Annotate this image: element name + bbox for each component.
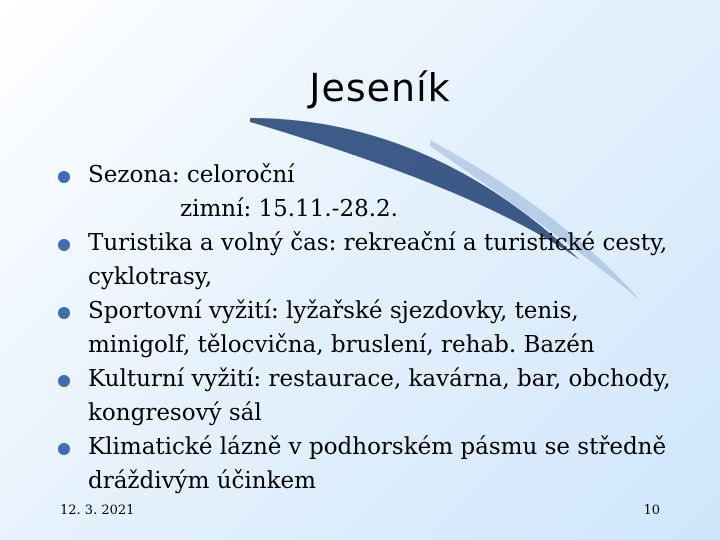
bullet-marker-icon xyxy=(58,375,70,387)
bullet-marker-icon xyxy=(58,171,70,183)
bullet-item xyxy=(58,294,678,362)
slide-title: Jeseník xyxy=(309,66,451,110)
bullet-marker-icon xyxy=(58,239,70,251)
bullet-item xyxy=(58,430,678,498)
bullet-line: Turistika a volný čas: rekreační a turistické cesty, xyxy=(88,230,668,256)
bullet-line: zimní: 15.11.-28.2. xyxy=(180,196,398,222)
bullet-line: kongresový sál xyxy=(88,400,262,426)
bullet-line: cyklotrasy, xyxy=(88,264,213,290)
bullet-line: Kulturní vyžití: restaurace, kavárna, bar, obchody, xyxy=(88,366,671,392)
page-number: 10 xyxy=(643,503,660,518)
bullet-item xyxy=(58,362,678,430)
bullet-marker-icon xyxy=(58,443,70,455)
bullet-list xyxy=(58,158,678,498)
bullet-item xyxy=(58,226,678,294)
bullet-marker-icon xyxy=(58,307,70,319)
bullet-line: Sezona: celoroční xyxy=(88,162,295,188)
bullet-line: dráždivým účinkem xyxy=(88,468,316,494)
bullet-line: Sportovní vyžití: lyžařské sjezdovky, tenis, xyxy=(88,298,579,324)
bullet-item xyxy=(58,158,678,226)
bullet-line: minigolf, tělocvična, bruslení, rehab. Bazén xyxy=(88,332,595,358)
bullet-line: Klimatické lázně v podhorském pásmu se středně xyxy=(88,434,667,460)
footer-date: 12. 3. 2021 xyxy=(60,503,135,518)
